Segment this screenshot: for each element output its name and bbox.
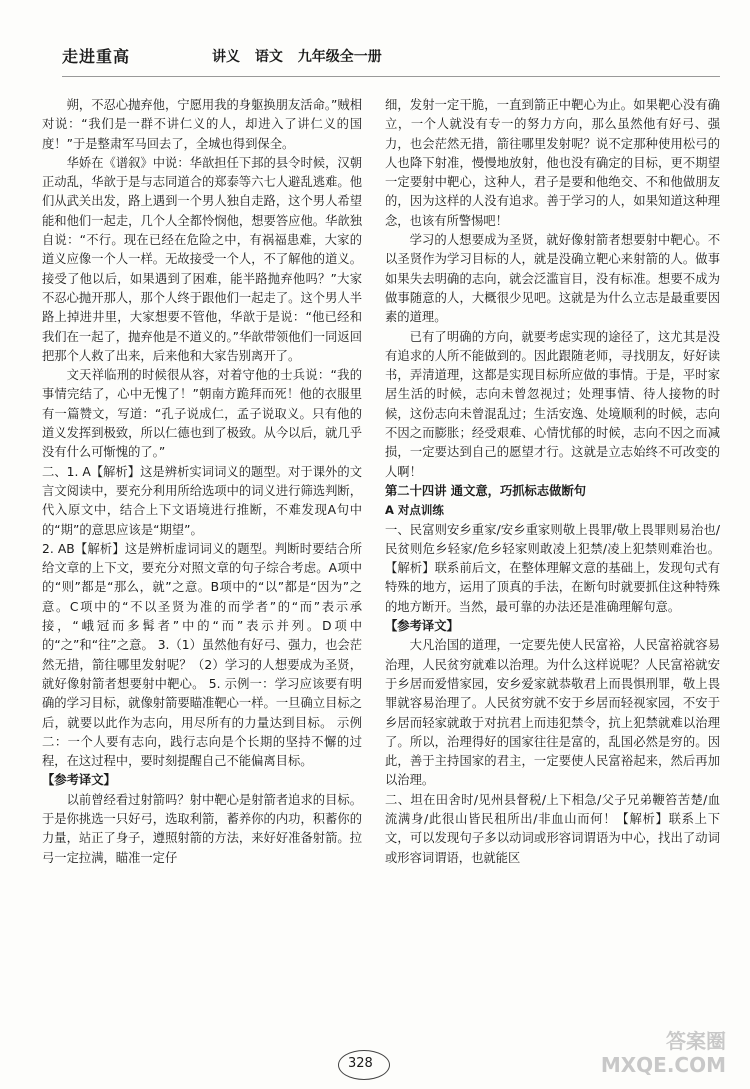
page-number: 328 (348, 1056, 373, 1071)
brand-title: 走进重高 (62, 47, 131, 66)
paragraph: 朔，不忍心抛弃他，宁愿用我的身躯换朋友活命。”贼相对说：“我们是一群不讲仁义的人，却进入了讲仁义的国度！”于是整肃军马回去了，全城也得到保全。 (42, 98, 362, 151)
paragraph: 华娇在《谱叙》中说：华歆担任下邽的县令时候，汉朝正动乱，华歆于是与志同道合的郑泰等六七人避乱逃难。他们从武关出发，路上遇到一个男人独自走路，这个男人希望能和他们一起走，几个人全都怜悯他，想要答应他。华歆独自说：“不行。现在已经在危险之中，有祸福患难，大家的道义应像一个人一样。无故接受一个人，不了解他的道义。接受了他以后，如果遇到了困难，能半路抛弃他吗？”大家不忍心抛开那人，那个人终于跟他们一起走了。这个男人半路上掉进井里，大家想要不管他，华歆于是说：“他已经和我们在一起了，抛弃他是不道义的。”华歆带领他们一同返回把那个人救了出来，后来他和大家告别离开了。 (42, 155, 362, 363)
paragraph: 学习的人想要成为圣贤，就好像射箭者想要射中靶心。不以圣贤作为学习目标的人，就是没确立靶心来射箭的人。做事如果失去明确的志向，就会泛滥盲目，没有标准。想要不成为做事随意的人，大概很少见吧。这就是为什么立志是最重要因素的道理。 (385, 233, 720, 325)
paragraph: 二、坦在田舍时/见州县督税/上下相急/父子兄弟鞭笞苦楚/血流满身/此很山皆民租所出/非血山而何！【解析】联系上下文，可以发现句子多以动词或形容词谓语为中心，找出了动词或形容词谓语，也就能区 (385, 792, 720, 865)
section-subtitle: A 对点训练 (385, 503, 444, 518)
paragraph: 大凡治国的道理，一定要先使人民富裕，人民富裕就容易治理，人民贫穷就难以治理。为什么这样说呢？人民富裕就安于乡居而爱惜家园，安乡爱家就恭敬君上而畏惧刑罪，敬上畏罪就容易治理了。人民贫穷就不安于乡居而轻视家园，不安于乡居而轻家就敢于对抗君上而违犯禁令，抗上犯禁就难以治理了。所以，治理得好的国家往往是富的，乱国必然是穷的。因此，善于主持国家的君主，一定要使人民富裕起来，然后再加以治理。 (385, 638, 720, 788)
paragraph: 一、民富则安乡重家/安乡重家则敬上畏罪/敬上畏罪则易治也/民贫则危乡轻家/危乡轻家则敢凌上犯禁/凌上犯禁则难治也。【解析】联系前后文，在整体理解文意的基础上，发现句式有特殊的地方，运用了顶真的手法，在断句时就要抓住这种特殊的地方断开。当然，最可靠的办法还是准确理解句意。 (385, 522, 720, 614)
section-title: 第二十四讲 通文意，巧抓标志做断句 (385, 483, 587, 498)
header-divider (62, 76, 720, 77)
right-column (385, 96, 720, 868)
paragraph: 二、1. A【解析】这是辨析实词词义的题型。对于课外的文言文阅读中，要充分利用所给选项中的词义进行筛选判断，代入原文中，结合上下文语境进行推断，不难发现A句中的“期”的意思应该是“期望”。 (42, 464, 362, 537)
paragraph: 2. AB【解析】这是辨析虚词词义的题型。判断时要结合所给文章的上下文，要充分对照文章的句子综合考虑。A项中的“则”都是“那么，就”之意。B项中的“以”都是“因为”之意。C项中的“不以圣贤为准的而学者”的“而”表示承接，“峨冠而多髯者”中的“而”表示并列。D项中的“之”和“往”之意。 3.（1）虽然他有好弓、强力，也会茫然无措，箭往哪里发射呢？（2）学习的人想要成为圣贤，就好像射箭者想要射中靶心。 5. 示例一：学习应该要有明确的学习目标，就像射箭要瞄准靶心一样。一旦确立目标之后，就要以此作为志向，用尽所有的力量达到目标。 示例二：一个人要有志向，践行志向是个长期的坚持不懈的过程，在这过程中，要时刻提醒自己不能偏离目标。 (42, 541, 362, 769)
paragraph: 细，发射一定干脆，一直到箭正中靶心为止。如果靶心没有确立，一个人就没有专一的努力方向，那么虽然他有好弓、强力，也会茫然无措，箭往哪里发射呢？说不定那种使用松弓的人也降下射准，慢慢地放射，他也没有确定的目标，更不期望一定要射中靶心，这种人，君子是要和他绝交、不和他做朋友的，因为这样的人没有追求。善于学习的人，如果知道这种理念，也该有所警惕吧！ (385, 98, 720, 228)
paragraph: 文天祥临刑的时候很从容，对着守他的士兵说：“我的事情完结了，心中无愧了！”朝南方跪拜而死！他的衣服里有一篇赞文，写道：“孔子说成仁，孟子说取义。只有他的道义发挥到极致，所以仁德也到了极致。从今以后，就几乎没有什么可惭愧的了。” (42, 368, 362, 460)
watermark-logo (596, 1029, 726, 1081)
paragraph: 已有了明确的方向，就要考虑实现的途径了，这尤其是没有追求的人所不能做到的。因此跟随老师，寻找朋友，好好读书，弄清道理，这都是实现目标所应做的事情。于是，平时家居生活的时候，志向未曾忽视过；处理事情、待人接物的时候，这份志向未曾混乱过；生活安逸、处境顺利的时候，志向不因之而膨胀；经受艰难、心情忧郁的时候，志向不因之而减损，一定要达到自己的愿望才行。这就是立志始终不可改变的人啊！ (385, 329, 720, 479)
watermark-text: 答案圈 MXQE.COM (600, 1029, 726, 1077)
book-subtitle: 讲义 语文 九年级全一册 (212, 49, 382, 65)
reference-heading: 【参考译文】 (42, 773, 116, 788)
page-header (62, 44, 720, 72)
paragraph: 以前曾经看过射箭吗？射中靶心是射箭者追求的目标。于是你挑选一只好弓，选取利箭，蓄养你的内功，积蓄你的力量，站正了身子，遵照射箭的方法，来好好准备射箭。拉弓一定拉满，瞄准一定仔 (42, 792, 362, 865)
reference-heading: 【参考译文】 (385, 619, 459, 634)
left-column (42, 96, 362, 868)
